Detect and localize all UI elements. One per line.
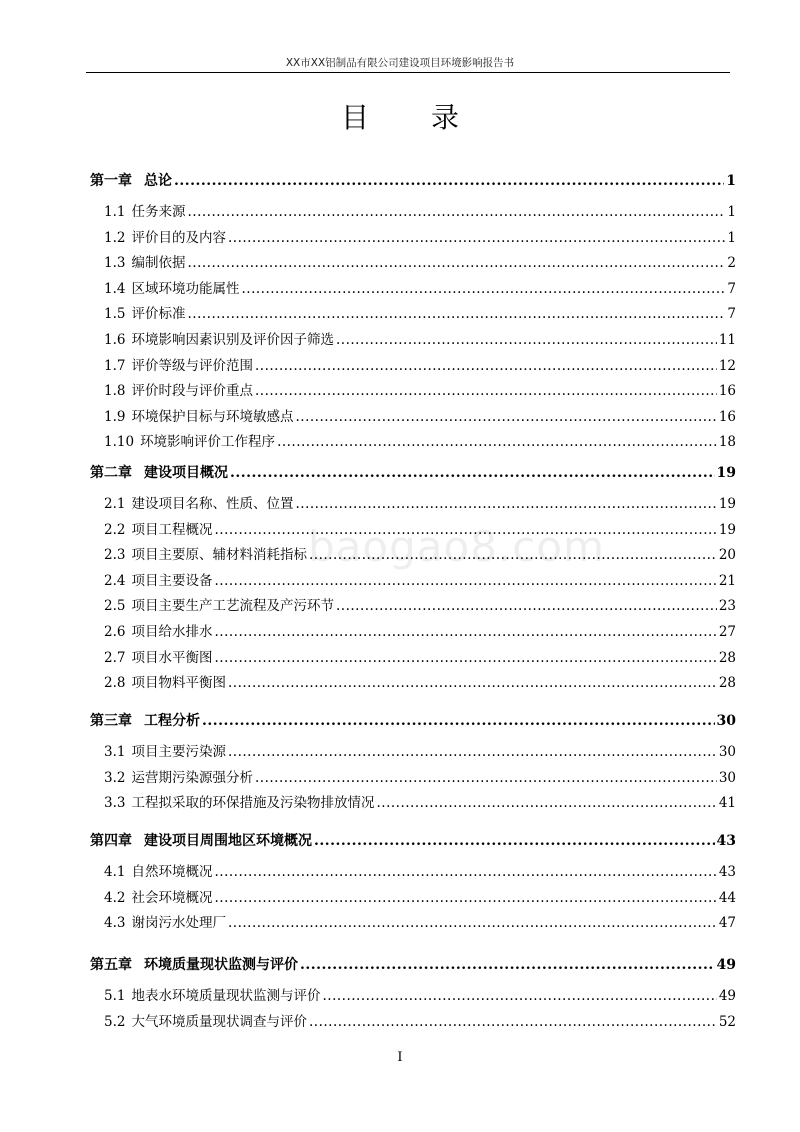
- section-number: 3.3: [104, 795, 126, 812]
- toc-section-entry[interactable]: [104, 379, 736, 399]
- section-page: 30: [718, 769, 736, 786]
- chapter-label: 第二章: [90, 465, 132, 481]
- toc-section-entry[interactable]: [104, 302, 736, 322]
- dot-leader: [187, 255, 725, 271]
- dot-leader: [214, 650, 716, 666]
- dot-leader: [255, 770, 717, 786]
- dot-leader: [187, 306, 725, 322]
- toc-section-entry[interactable]: [104, 354, 736, 374]
- dot-leader: [309, 1014, 717, 1030]
- toc-section-entry[interactable]: [104, 886, 736, 906]
- section-page: 1: [727, 229, 736, 246]
- section-page: 23: [718, 598, 736, 615]
- section-page: 12: [718, 357, 736, 374]
- toc-section-entry[interactable]: [104, 1010, 736, 1030]
- section-title: 项目给水排水: [131, 624, 213, 640]
- section-title: 评价等级与评价范围: [131, 357, 253, 374]
- toc-section-entry[interactable]: [104, 405, 736, 425]
- section-number: 1.10: [104, 434, 135, 451]
- toc-section-entry[interactable]: [104, 860, 736, 880]
- dot-leader: [309, 547, 717, 563]
- toc-section-entry[interactable]: [104, 984, 736, 1004]
- section-page: 44: [718, 889, 736, 906]
- section-number: 1.5: [104, 306, 126, 323]
- section-number: 1.6: [104, 332, 126, 348]
- section-number: 3.1: [104, 744, 126, 760]
- section-page: 2: [727, 255, 736, 272]
- toc-title: 目录: [340, 101, 521, 134]
- chapter-label: 第五章: [90, 957, 132, 973]
- chapter-page: 43: [716, 833, 736, 849]
- toc-section-entry[interactable]: [104, 200, 736, 220]
- dot-leader: [336, 598, 717, 614]
- section-title: 谢岗污水处理厂: [131, 915, 226, 932]
- dot-leader: [376, 795, 716, 811]
- section-number: 1.3: [104, 255, 126, 272]
- section-number: 2.5: [104, 598, 126, 615]
- watermark: baogao8.com: [308, 522, 605, 571]
- section-title: 大气环境质量现状调查与评价: [131, 1013, 307, 1030]
- dot-leader: [295, 496, 716, 512]
- chapter-page: 30: [716, 713, 736, 729]
- dot-leader: [174, 173, 724, 189]
- section-title: 项目主要污染源: [131, 744, 226, 760]
- section-title: 环境影响因素识别及评价因子筛选: [131, 332, 334, 348]
- section-page: 30: [718, 744, 736, 760]
- dot-leader: [295, 409, 716, 425]
- section-page: 1: [727, 204, 736, 220]
- toc-section-entry[interactable]: [104, 646, 736, 666]
- dot-leader: [255, 383, 717, 399]
- section-title: 建设项目名称、性质、位置: [131, 496, 294, 512]
- chapter-label: 第三章: [90, 713, 132, 729]
- section-number: 1.8: [104, 383, 126, 400]
- section-number: 2.4: [104, 572, 126, 589]
- dot-leader: [214, 624, 716, 640]
- dot-leader: [255, 358, 717, 374]
- section-number: 2.2: [104, 521, 126, 538]
- section-page: 18: [718, 434, 736, 451]
- toc-section-entry[interactable]: [104, 277, 736, 297]
- dot-leader: [228, 675, 717, 691]
- section-page: 16: [718, 383, 736, 400]
- toc-chapter-entry[interactable]: [90, 830, 736, 850]
- section-page: 27: [718, 624, 736, 640]
- dot-leader: [277, 434, 717, 450]
- chapter-title: 环境质量现状监测与评价: [144, 957, 298, 973]
- dot-leader: [214, 522, 716, 538]
- chapter-page: 1: [726, 173, 736, 189]
- section-page: 47: [718, 915, 736, 932]
- toc-section-entry[interactable]: [104, 543, 736, 563]
- page-number: I: [397, 1050, 403, 1065]
- section-title: 运营期污染源强分析: [131, 769, 253, 786]
- toc-section-entry[interactable]: [104, 766, 736, 786]
- chapter-label: 第四章: [90, 833, 132, 849]
- section-page: 49: [718, 988, 736, 1004]
- section-page: 21: [718, 572, 736, 589]
- dot-leader: [322, 988, 716, 1004]
- toc-chapter-entry[interactable]: [90, 710, 736, 730]
- toc-chapter-entry[interactable]: [90, 170, 736, 190]
- dot-leader: [228, 744, 717, 760]
- section-page: 20: [718, 547, 736, 564]
- section-title: 评价标准: [131, 306, 186, 323]
- toc-section-entry[interactable]: [104, 492, 736, 512]
- section-number: 1.1: [104, 204, 126, 220]
- dot-leader: [241, 281, 725, 297]
- section-title: 自然环境概况: [131, 864, 213, 880]
- section-title: 环境保护目标与环境敏感点: [131, 408, 294, 425]
- section-title: 工程拟采取的环保措施及污染物排放情况: [131, 795, 375, 812]
- section-title: 项目物料平衡图: [131, 675, 226, 692]
- section-number: 5.2: [104, 1013, 126, 1030]
- section-title: 任务来源: [131, 204, 186, 220]
- chapter-title: 建设项目周围地区环境概况: [144, 833, 312, 849]
- section-page: 28: [718, 675, 736, 692]
- dot-leader: [230, 465, 715, 481]
- section-number: 4.2: [104, 889, 126, 906]
- dot-leader: [187, 204, 725, 220]
- toc-chapter-entry[interactable]: [90, 462, 736, 482]
- dot-leader: [214, 890, 716, 906]
- chapter-page: 19: [716, 465, 736, 481]
- section-title: 项目工程概况: [131, 521, 213, 538]
- section-page: 19: [718, 521, 736, 538]
- running-header: XX市XX铝制品有限公司建设项目环境影响报告书: [285, 57, 515, 69]
- section-page: 28: [718, 649, 736, 666]
- dot-leader: [228, 915, 717, 931]
- section-number: 2.6: [104, 624, 126, 640]
- section-title: 社会环境概况: [131, 889, 213, 906]
- toc-section-entry[interactable]: [104, 569, 736, 589]
- section-number: 1.7: [104, 357, 126, 374]
- toc-chapter-entry[interactable]: [90, 954, 736, 974]
- chapter-title: 工程分析: [144, 713, 200, 729]
- section-number: 4.1: [104, 864, 126, 880]
- chapter-title: 总论: [144, 173, 172, 189]
- section-page: 7: [727, 280, 736, 297]
- section-title: 评价时段与评价重点: [131, 383, 253, 400]
- toc-section-entry[interactable]: [104, 620, 736, 640]
- section-title: 评价目的及内容: [131, 229, 226, 246]
- chapter-label: 第一章: [90, 173, 132, 189]
- section-title: 环境影响评价工作程序: [140, 434, 276, 451]
- section-number: 5.1: [104, 988, 126, 1004]
- section-page: 43: [718, 864, 736, 880]
- toc-section-entry[interactable]: [104, 251, 736, 271]
- dot-leader: [300, 957, 715, 973]
- dot-leader: [214, 573, 716, 589]
- section-number: 1.9: [104, 408, 126, 425]
- section-number: 1.2: [104, 229, 126, 246]
- section-number: 4.3: [104, 915, 126, 932]
- toc-section-entry[interactable]: [104, 430, 736, 450]
- section-title: 项目主要设备: [131, 572, 213, 589]
- section-page: 52: [718, 1013, 736, 1030]
- dot-leader: [228, 230, 725, 246]
- section-number: 2.3: [104, 547, 126, 564]
- section-number: 3.2: [104, 769, 126, 786]
- section-number: 2.8: [104, 675, 126, 692]
- section-title: 地表水环境质量现状监测与评价: [131, 988, 321, 1004]
- toc-section-entry[interactable]: [104, 911, 736, 931]
- section-title: 项目水平衡图: [131, 649, 213, 666]
- toc-section-entry[interactable]: [104, 518, 736, 538]
- toc-section-entry[interactable]: [104, 226, 736, 246]
- dot-leader: [214, 864, 716, 880]
- section-page: 7: [727, 306, 736, 323]
- section-page: 41: [718, 795, 736, 812]
- toc-section-entry[interactable]: [104, 328, 736, 348]
- toc-section-entry[interactable]: [104, 740, 736, 760]
- section-title: 编制依据: [131, 255, 186, 272]
- section-number: 1.4: [104, 280, 126, 297]
- chapter-title: 建设项目概况: [144, 465, 228, 481]
- section-page: 11: [718, 332, 736, 348]
- dot-leader: [202, 713, 715, 729]
- section-title: 区域环境功能属性: [131, 280, 240, 297]
- toc-section-entry[interactable]: [104, 594, 736, 614]
- section-number: 2.1: [104, 496, 126, 512]
- chapter-page: 49: [716, 957, 736, 973]
- toc-section-entry[interactable]: [104, 671, 736, 691]
- toc-section-entry[interactable]: [104, 791, 736, 811]
- section-title: 项目主要生产工艺流程及产污环节: [131, 598, 334, 615]
- section-page: 19: [718, 496, 736, 512]
- section-number: 2.7: [104, 649, 126, 666]
- section-title: 项目主要原、辅材料消耗指标: [131, 547, 307, 564]
- section-page: 16: [718, 408, 736, 425]
- dot-leader: [336, 332, 717, 348]
- dot-leader: [314, 833, 715, 849]
